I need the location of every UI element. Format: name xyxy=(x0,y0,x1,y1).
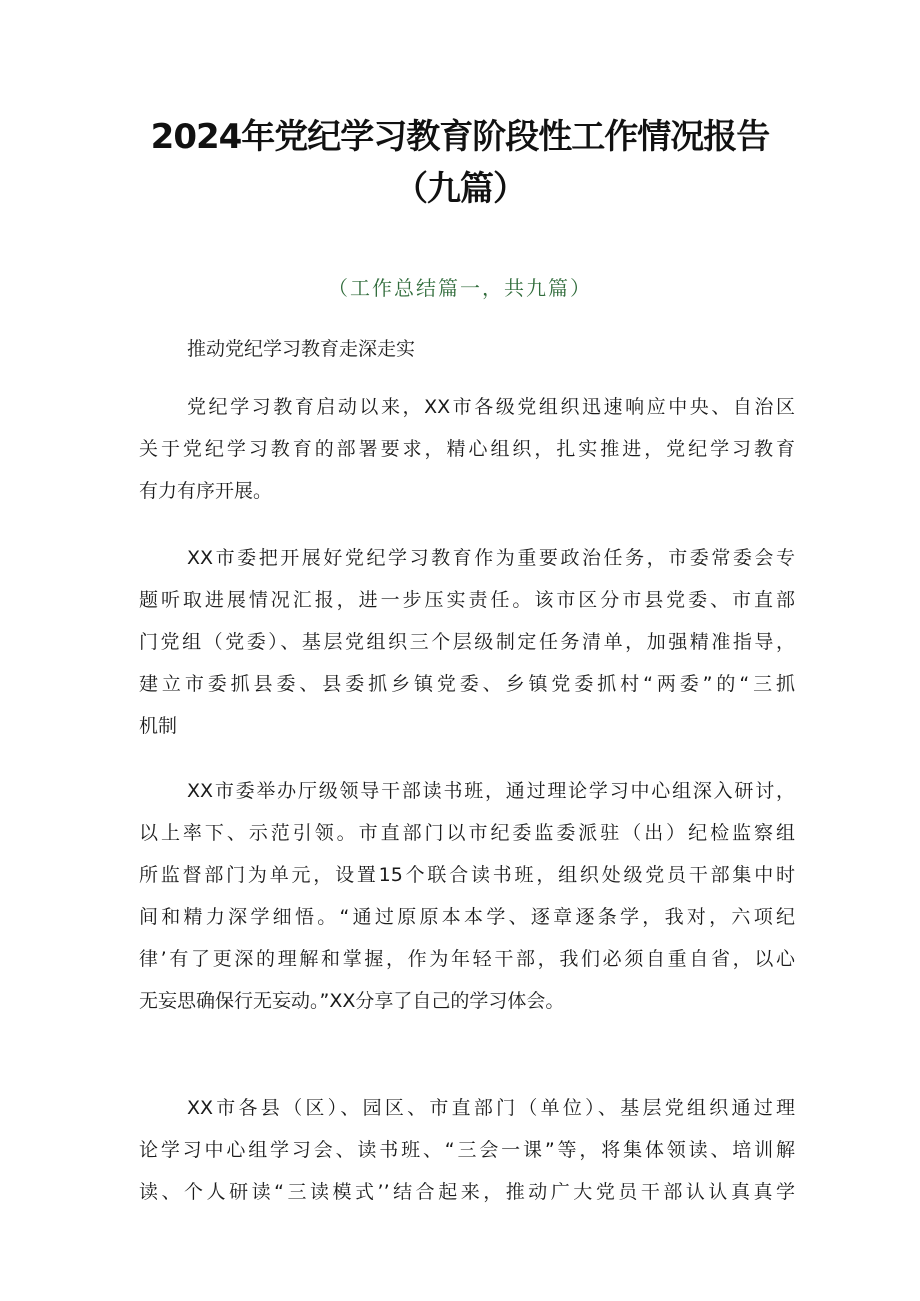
paragraph-line: 关于党纪学习教育的部署要求，精心组织，扎实推进，党纪学习教育 xyxy=(139,438,795,460)
paragraph-4 xyxy=(139,1087,795,1213)
paragraph-line: 无妄思确保行无妄动。”XX分享了自己的学习体会。 xyxy=(139,990,565,1012)
paragraph-line: XX市委举办厅级领导干部读书班，通过理论学习中心组深入研讨， xyxy=(187,780,795,802)
paragraph-line: 机制 xyxy=(139,715,178,737)
paragraph-1 xyxy=(139,386,795,512)
paragraph-line: XX市委把开展好党纪学习教育作为重要政治任务，市委常委会专 xyxy=(187,547,795,569)
paragraph-line: 题听取进展情况汇报，进一步压实责任。该市区分市县党委、市直部 xyxy=(139,589,795,611)
paragraph-line: 以上率下、示范引领。市直部门以市纪委监委派驻（出）纪检监察组 xyxy=(139,822,795,844)
paragraph-line: 有力有序开展。 xyxy=(139,480,273,502)
paragraph-3 xyxy=(139,770,795,1022)
paragraph-line: XX市各县（区）、园区、市直部门（单位）、基层党组织通过理 xyxy=(187,1097,795,1119)
paragraph-line: 间和精力深学细悟。“通过原原本本学、逐章逐条学，我对，六项纪 xyxy=(139,906,795,928)
paragraph-line: 读、个人研读“三读模式’’结合起来，推动广大党员干部认认真真学 xyxy=(139,1181,795,1203)
document-subtitle: （工作总结篇一，共九篇） xyxy=(328,276,592,300)
section-heading: 推动党纪学习教育走深走实 xyxy=(187,338,416,360)
paragraph-line: 门党组（党委）、基层党组织三个层级制定任务清单，加强精准指导， xyxy=(139,631,795,653)
paragraph-line: 所监督部门为单元，设置15个联合读书班，组织处级党员干部集中时 xyxy=(139,864,795,886)
paragraph-line: 律’有了更深的理解和掌握，作为年轻干部，我们必须自重自省，以心 xyxy=(139,948,795,970)
paragraph-line: 建立市委抓县委、县委抓乡镇党委、乡镇党委抓村“两委”的“三抓 xyxy=(139,673,795,695)
document-title-line1: 2024年党纪学习教育阶段性工作情况报告 xyxy=(150,117,770,157)
paragraph-line: 论学习中心组学习会、读书班、“三会一课”等，将集体领读、培训解 xyxy=(139,1139,795,1161)
paragraph-line: 党纪学习教育启动以来，XX市各级党组织迅速响应中央、自治区 xyxy=(187,396,795,418)
paragraph-2 xyxy=(139,537,795,747)
document-title-line2: （九篇） xyxy=(394,169,526,209)
